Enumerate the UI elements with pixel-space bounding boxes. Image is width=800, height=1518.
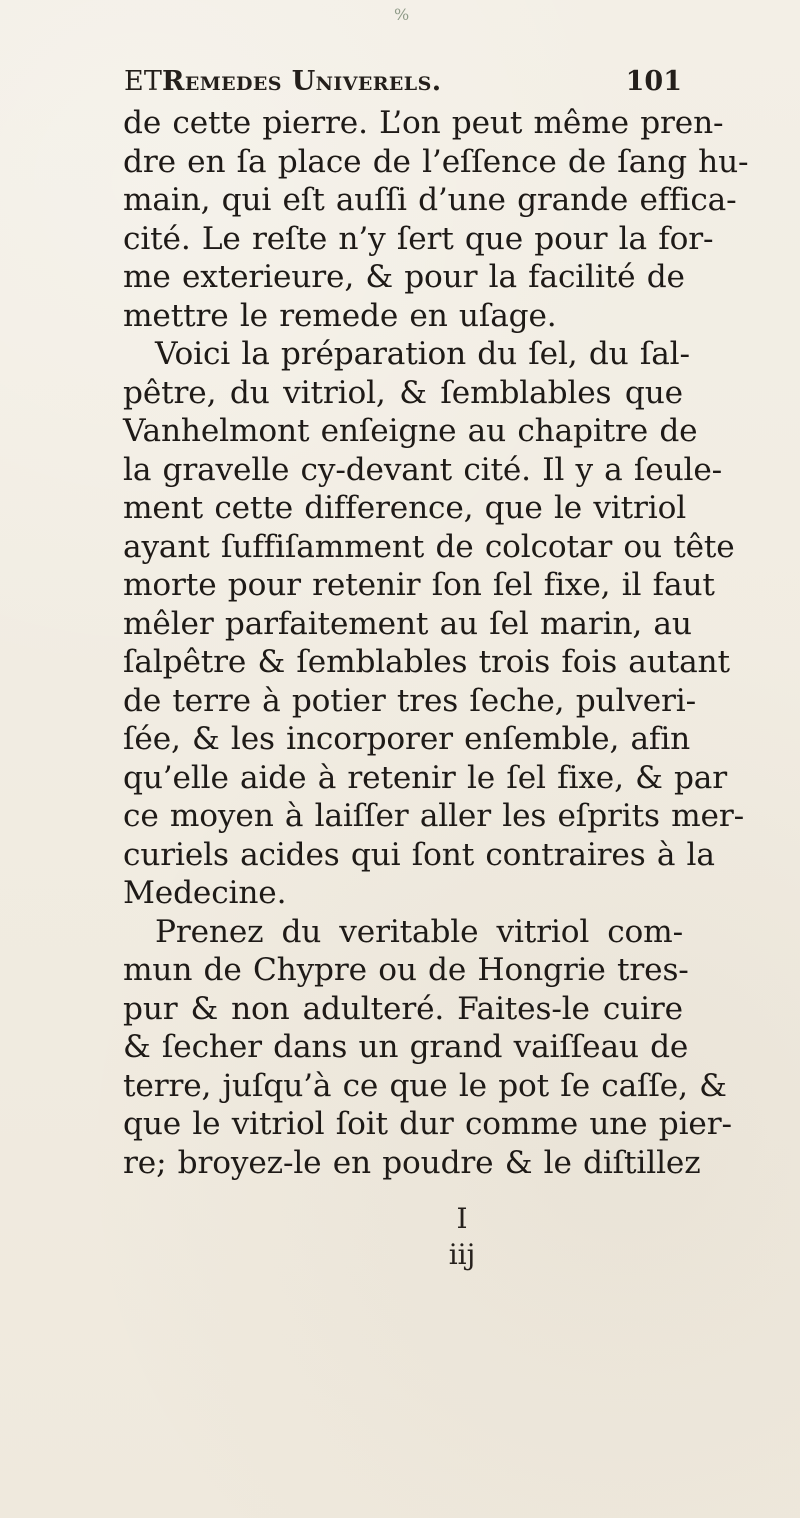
text-line-8: pêtre, du vitriol, & ſemblables que xyxy=(123,374,683,411)
text-line-11: ment cette difference, que le vitriol xyxy=(123,490,687,526)
signature-mark: I iij xyxy=(448,1202,476,1271)
text-line-25: & ſecher dans un grand vaiſſeau de xyxy=(123,1029,689,1065)
header-title: Remedes Univerels. xyxy=(162,66,442,97)
text-line-15: ſalpêtre & ſemblables trois fois autant xyxy=(123,644,730,680)
text-line-4: cité. Le reſte n’y ſert que pour la for- xyxy=(123,220,714,257)
text-line-3: main, qui eſt auſſi d’une grande effica- xyxy=(123,182,737,218)
text-line-18: qu’elle aide à retenir le ſel fixe, & par xyxy=(123,759,728,796)
text-line-1: de cette pierre. L’on peut même pren- xyxy=(123,105,724,141)
page-number: 101 xyxy=(625,66,682,97)
main-text-block xyxy=(123,104,749,1182)
text-line-19: ce moyen à laiſſer aller les eſprits mer- xyxy=(123,798,744,834)
top-ornament: % xyxy=(394,5,410,24)
text-line-28: re; broyez-le en poudre & le diſtillez xyxy=(123,1144,701,1181)
text-line-17: ſée, & les incorporer enſemble, afin xyxy=(123,721,691,757)
text-line-9: Vanhelmont enſeigne au chapitre de xyxy=(123,413,698,449)
text-line-5: me exterieure, & pour la facilité de xyxy=(123,259,685,295)
text-line-12: ayant ſuffiſamment de colcotar ou tête xyxy=(123,528,735,565)
text-line-2: dre en ſa place de l’eſſence de ſang hu- xyxy=(123,143,749,180)
text-line-13: morte pour retenir ſon ſel fixe, il faut xyxy=(123,567,715,603)
text-line-7: Voici la préparation du ſel, du ſal- xyxy=(155,336,690,372)
text-line-22: Prenez du veritable vitriol com- xyxy=(155,913,683,950)
text-line-6: mettre le remede en uſage. xyxy=(123,297,557,334)
text-line-27: que le vitriol ſoit dur comme une pier- xyxy=(123,1106,732,1142)
header-left-text: ET xyxy=(124,66,163,97)
text-line-23: mun de Chypre ou de Hongrie tres- xyxy=(123,952,689,988)
running-header xyxy=(124,64,682,100)
text-line-14: mêler parfaitement au ſel marin, au xyxy=(123,605,692,642)
text-line-10: la gravelle cy-devant cité. Il y a ſeule- xyxy=(123,451,723,488)
text-line-24: pur & non adulteré. Faites-le cuire xyxy=(123,990,683,1027)
text-line-26: terre, juſqu’à ce que le pot ſe caſſe, & xyxy=(123,1067,727,1104)
text-line-20: curiels acides qui ſont contraires à la xyxy=(123,836,715,873)
text-line-16: de terre à potier tres ſeche, pulveri- xyxy=(123,682,697,719)
text-line-21: Medecine. xyxy=(123,875,287,911)
